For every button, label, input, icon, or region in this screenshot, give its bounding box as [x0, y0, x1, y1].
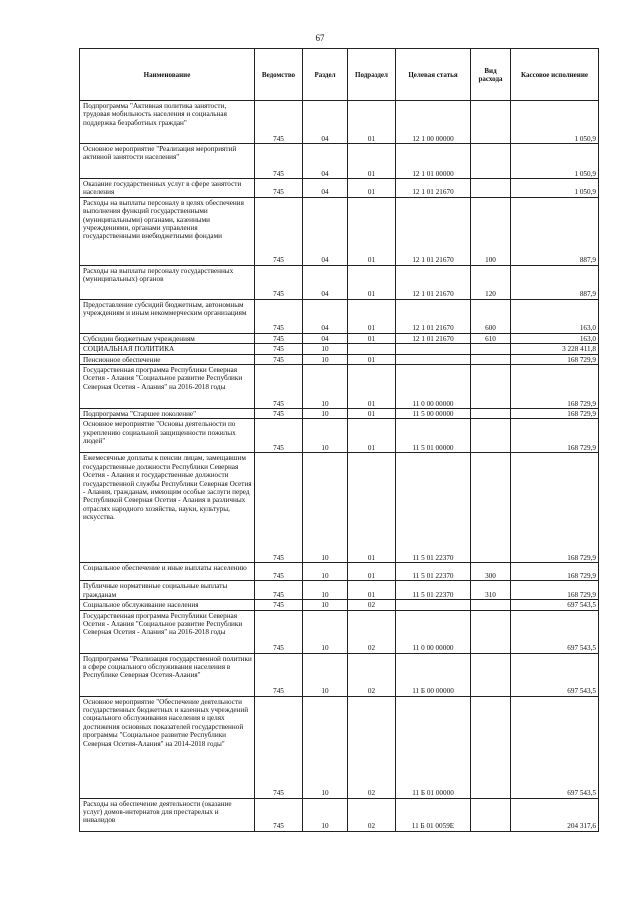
row-section-cell: 04 [303, 179, 348, 198]
header-cash-execution: Кассовое исполнение [511, 49, 599, 101]
table-row [80, 653, 599, 696]
row-amount-cell: 163,0 [511, 333, 599, 343]
row-department-cell: 745 [255, 409, 303, 419]
row-target-article-cell: 12 1 01 21670 [396, 299, 471, 333]
row-subsection-cell: 01 [348, 354, 396, 364]
row-subsection-cell: 02 [348, 600, 396, 610]
row-subsection-cell: 01 [348, 453, 396, 563]
row-target-article-cell: 11 5 01 00000 [396, 419, 471, 453]
row-subsection-cell: 01 [348, 563, 396, 581]
row-target-article-cell: 11 5 01 22370 [396, 581, 471, 600]
row-target-article-cell: 11 5 01 22370 [396, 563, 471, 581]
row-section-cell: 10 [303, 365, 348, 409]
row-amount-cell: 168 729,9 [511, 563, 599, 581]
row-name-cell: Расходы на выплаты персоналу в целях обеспечения выполнения функций государственными (муниципальными) органами, казенными учреждениями, органами управления государственными внебюджетными фондами [80, 197, 255, 265]
row-department-cell: 745 [255, 696, 303, 798]
row-name-cell: Государственная программа Республики Северная Осетия - Алания "Социальное развитие Республики Северная Осетия - Алания" на 2016-2018 годы [80, 610, 255, 653]
row-section-cell: 10 [303, 344, 348, 354]
row-section-cell: 10 [303, 419, 348, 453]
budget-table [79, 48, 599, 832]
row-amount-cell: 168 729,9 [511, 453, 599, 563]
row-name-cell: Подпрограмма "Реализация государственной политики в сфере социального обслуживания населения в Республике Северная Осетия-Алания" [80, 653, 255, 696]
row-department-cell: 745 [255, 179, 303, 198]
table-row [80, 299, 599, 333]
header-department: Ведомство [255, 49, 303, 101]
row-section-cell: 10 [303, 453, 348, 563]
row-expense-type-cell [471, 453, 511, 563]
row-section-cell: 10 [303, 600, 348, 610]
row-target-article-cell [396, 600, 471, 610]
row-subsection-cell: 01 [348, 299, 396, 333]
row-subsection-cell: 01 [348, 419, 396, 453]
row-subsection-cell: 01 [348, 581, 396, 600]
table-row [80, 610, 599, 653]
row-name-cell: Предоставление субсидий бюджетным, автономным учреждениям и иным некоммерческим организациям [80, 299, 255, 333]
table-row [80, 365, 599, 409]
table-row [80, 581, 599, 600]
row-expense-type-cell [471, 798, 511, 831]
row-name-cell: Ежемесячные доплаты к пенсии лицам, замещавшим государственные должности Республики Северная Осетия - Алания и государственные должности государственной службы Республики Северная Осетия - Алания, гражданам, имеющим особые заслуги перед Республикой Северная Осетия - Алания в различных отраслях народного хозяйства, науки, культуры, искусства. [80, 453, 255, 563]
row-name-cell: Публичные нормативные социальные выплаты гражданам [80, 581, 255, 600]
row-name-cell: Расходы на обеспечение деятельности (оказание услуг) домов-интернатов для престарелых и инвалидов [80, 798, 255, 831]
row-section-cell: 04 [303, 265, 348, 299]
row-section-cell: 04 [303, 197, 348, 265]
row-target-article-cell: 11 0 00 00000 [396, 365, 471, 409]
row-target-article-cell [396, 344, 471, 354]
row-name-cell: СОЦИАЛЬНАЯ ПОЛИТИКА [80, 344, 255, 354]
row-target-article-cell: 12 1 01 21670 [396, 197, 471, 265]
row-amount-cell: 697 543,5 [511, 600, 599, 610]
row-subsection-cell: 02 [348, 696, 396, 798]
table-row [80, 333, 599, 343]
table-row [80, 419, 599, 453]
row-section-cell: 04 [303, 299, 348, 333]
row-expense-type-cell: 310 [471, 581, 511, 600]
header-name: Наименование [80, 49, 255, 101]
row-name-cell: Социальное обеспечение и иные выплаты населению [80, 563, 255, 581]
row-department-cell: 745 [255, 144, 303, 179]
row-section-cell: 04 [303, 144, 348, 179]
row-section-cell: 10 [303, 563, 348, 581]
row-section-cell: 10 [303, 409, 348, 419]
table-row [80, 101, 599, 144]
row-expense-type-cell: 100 [471, 197, 511, 265]
row-amount-cell: 168 729,9 [511, 354, 599, 364]
row-section-cell: 04 [303, 333, 348, 343]
row-name-cell: Расходы на выплаты персоналу государственных (муниципальных) органов [80, 265, 255, 299]
row-expense-type-cell [471, 610, 511, 653]
row-expense-type-cell [471, 354, 511, 364]
row-section-cell: 10 [303, 610, 348, 653]
row-amount-cell: 168 729,9 [511, 581, 599, 600]
row-subsection-cell: 01 [348, 179, 396, 198]
row-name-cell: Основное мероприятие "Основы деятельности по укреплению социальной защищенности пожилых людей" [80, 419, 255, 453]
row-amount-cell: 1 050,9 [511, 179, 599, 198]
row-target-article-cell: 12 1 00 00000 [396, 101, 471, 144]
row-subsection-cell: 02 [348, 610, 396, 653]
row-amount-cell: 887,9 [511, 197, 599, 265]
header-section: Раздел [303, 49, 348, 101]
row-subsection-cell: 01 [348, 265, 396, 299]
row-target-article-cell: 11 5 01 22370 [396, 453, 471, 563]
row-expense-type-cell [471, 419, 511, 453]
table-row [80, 798, 599, 831]
table-body [80, 101, 599, 832]
row-name-cell: Государственная программа Республики Северная Осетия - Алания "Социальное развитие Республики Северная Осетия - Алания" на 2016-2018 годы [80, 365, 255, 409]
row-target-article-cell: 11 Б 01 00000 [396, 696, 471, 798]
row-name-cell: Основное мероприятие "Обеспечение деятельности государственных бюджетных и казенных учреждений социального обслуживания населения в целях достижения основных показателей государственной программы "Социальное развитие Республики Северная Осетия-Алания" на 2014-2018 годы" [80, 696, 255, 798]
row-expense-type-cell [471, 144, 511, 179]
row-subsection-cell: 01 [348, 365, 396, 409]
row-amount-cell: 1 050,9 [511, 144, 599, 179]
row-department-cell: 745 [255, 197, 303, 265]
row-department-cell: 745 [255, 344, 303, 354]
row-amount-cell: 697 543,5 [511, 653, 599, 696]
header-subsection: Подраздел [348, 49, 396, 101]
row-subsection-cell: 01 [348, 333, 396, 343]
row-name-cell: Субсидии бюджетным учреждениям [80, 333, 255, 343]
row-amount-cell: 168 729,9 [511, 419, 599, 453]
row-department-cell: 745 [255, 653, 303, 696]
row-amount-cell: 697 543,5 [511, 610, 599, 653]
row-subsection-cell [348, 344, 396, 354]
row-target-article-cell: 12 1 01 21670 [396, 265, 471, 299]
row-expense-type-cell [471, 696, 511, 798]
row-section-cell: 10 [303, 798, 348, 831]
row-target-article-cell: 11 0 00 00000 [396, 610, 471, 653]
row-department-cell: 745 [255, 798, 303, 831]
row-subsection-cell: 01 [348, 197, 396, 265]
row-amount-cell: 1 050,9 [511, 101, 599, 144]
row-department-cell: 745 [255, 453, 303, 563]
row-subsection-cell: 01 [348, 144, 396, 179]
row-department-cell: 745 [255, 101, 303, 144]
table-row [80, 344, 599, 354]
row-name-cell: Социальное обслуживание населения [80, 600, 255, 610]
row-department-cell: 745 [255, 265, 303, 299]
row-expense-type-cell [471, 344, 511, 354]
row-amount-cell: 697 543,5 [511, 696, 599, 798]
row-section-cell: 10 [303, 653, 348, 696]
table-row [80, 409, 599, 419]
table-row [80, 354, 599, 364]
table-row [80, 453, 599, 563]
row-name-cell: Подпрограмма "Старшее поколение" [80, 409, 255, 419]
row-department-cell: 745 [255, 354, 303, 364]
row-section-cell: 10 [303, 581, 348, 600]
page-number: 67 [315, 33, 325, 43]
row-amount-cell: 204 317,6 [511, 798, 599, 831]
row-target-article-cell: 11 5 00 00000 [396, 409, 471, 419]
row-expense-type-cell [471, 600, 511, 610]
row-department-cell: 745 [255, 419, 303, 453]
row-expense-type-cell: 120 [471, 265, 511, 299]
row-department-cell: 745 [255, 299, 303, 333]
row-expense-type-cell: 300 [471, 563, 511, 581]
row-section-cell: 10 [303, 354, 348, 364]
row-target-article-cell: 12 1 01 21670 [396, 179, 471, 198]
row-expense-type-cell: 600 [471, 299, 511, 333]
table-row [80, 696, 599, 798]
table-row [80, 563, 599, 581]
row-amount-cell: 168 729,9 [511, 365, 599, 409]
row-target-article-cell: 11 Б 01 0059Е [396, 798, 471, 831]
row-expense-type-cell [471, 653, 511, 696]
row-department-cell: 745 [255, 365, 303, 409]
row-amount-cell: 163,0 [511, 299, 599, 333]
row-amount-cell: 3 228 411,8 [511, 344, 599, 354]
table-row [80, 600, 599, 610]
table-header-row [80, 49, 599, 101]
row-name-cell: Оказание государственных услуг в сфере занятости населения [80, 179, 255, 198]
row-expense-type-cell [471, 101, 511, 144]
table-row [80, 197, 599, 265]
row-department-cell: 745 [255, 600, 303, 610]
row-target-article-cell: 12 1 01 00000 [396, 144, 471, 179]
row-name-cell: Основное мероприятие "Реализация мероприятий активной занятости населения" [80, 144, 255, 179]
row-subsection-cell: 01 [348, 101, 396, 144]
row-target-article-cell: 12 1 01 21670 [396, 333, 471, 343]
row-subsection-cell: 02 [348, 653, 396, 696]
row-department-cell: 745 [255, 333, 303, 343]
table-row [80, 144, 599, 179]
row-target-article-cell [396, 354, 471, 364]
row-expense-type-cell [471, 409, 511, 419]
header-expense-type: Вид расхода [471, 49, 511, 101]
row-name-cell: Подпрограмма "Активная политика занятости, трудовая мобильность населения и социальная поддержка безработных граждан" [80, 101, 255, 144]
row-department-cell: 745 [255, 610, 303, 653]
row-expense-type-cell [471, 179, 511, 198]
row-name-cell: Пенсионное обеспечение [80, 354, 255, 364]
row-amount-cell: 168 729,9 [511, 409, 599, 419]
row-target-article-cell: 11 Б 00 00000 [396, 653, 471, 696]
row-section-cell: 10 [303, 696, 348, 798]
table-row [80, 265, 599, 299]
row-expense-type-cell [471, 365, 511, 409]
row-subsection-cell: 01 [348, 409, 396, 419]
row-subsection-cell: 02 [348, 798, 396, 831]
row-department-cell: 745 [255, 563, 303, 581]
row-department-cell: 745 [255, 581, 303, 600]
header-target-article: Целевая статья [396, 49, 471, 101]
row-expense-type-cell: 610 [471, 333, 511, 343]
row-section-cell: 04 [303, 101, 348, 144]
table-row [80, 179, 599, 198]
row-amount-cell: 887,9 [511, 265, 599, 299]
